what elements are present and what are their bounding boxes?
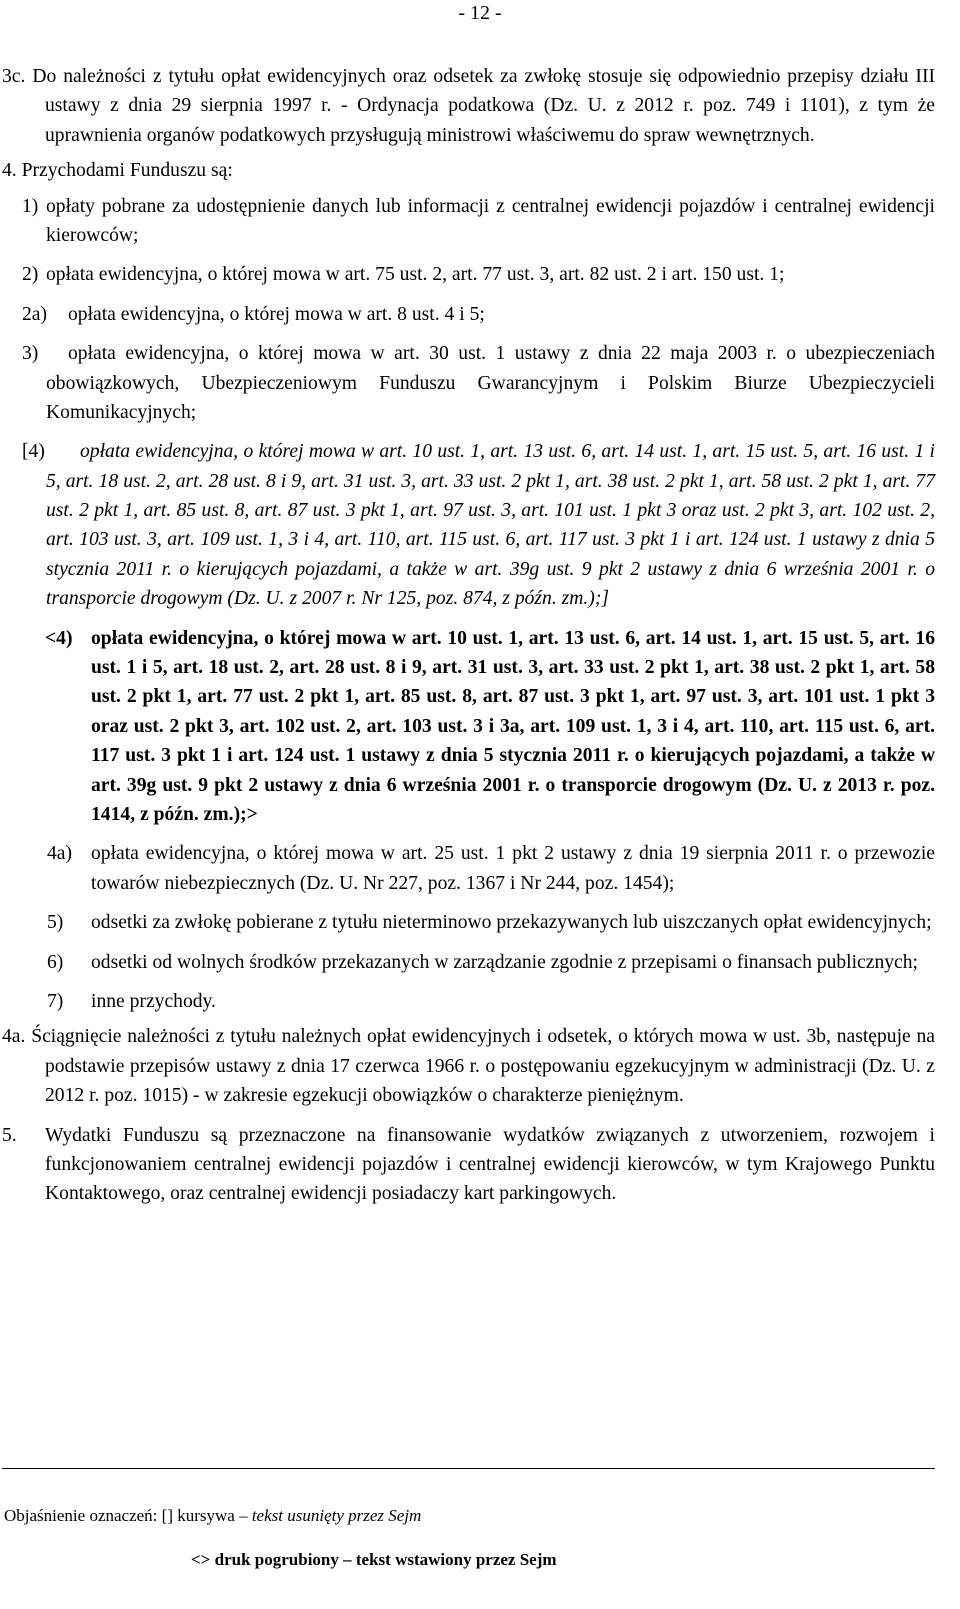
paragraph-4a-text: Ściągnięcie należności z tytułu należnych opłat ewidencyjnych i odsetek, o których mowa w ust. 3b, następuje na podstawie przepisów ustawy z dnia 17 czerwca 1966 r. o postępowaniu egzekucyjnym w administracji (Dz. U. z 2012 r. poz. 1015) - w zakresie egzekucji obowiązków o charakterze pieniężnym. bbox=[31, 1026, 935, 1107]
list-item bbox=[2, 339, 935, 427]
list-item-label: [4) bbox=[22, 441, 45, 463]
list-item-label: 4a) bbox=[47, 843, 73, 865]
list-item-label: 3) bbox=[22, 343, 39, 365]
paragraph-3c-text: Do należności z tytułu opłat ewidencyjnych oraz odsetek za zwłokę stosuje się odpowiednio przepisy działu III ustawy z dnia 29 sierpnia 1997 r. - Ordynacja podatkowa (Dz. U. z 2012 r. poz. 749 i 1101), z tym że uprawnienia organów podatkowych przysługują ministrowi właściwemu do spraw wewnętrznych. bbox=[32, 66, 935, 146]
legend-dash: – bbox=[239, 1506, 248, 1525]
list-item-inserted bbox=[2, 624, 935, 830]
paragraph-4-label: 4. bbox=[2, 160, 17, 182]
paragraph-3c bbox=[2, 62, 935, 150]
list-item-text: opłata ewidencyjna, o której mowa w art. 25 ust. 1 pkt 2 ustawy z dnia 19 sierpnia 2011 r. o przewozie towarów niebezpiecznych (Dz. U. Nr 227, poz. 1367 i Nr 244, poz. 1454); bbox=[91, 843, 935, 894]
footer-divider bbox=[2, 1468, 935, 1469]
paragraph-5 bbox=[2, 1121, 935, 1209]
legend-deleted-text: tekst usunięty przez Sejm bbox=[251, 1506, 422, 1525]
list-item-label: 1) bbox=[22, 195, 39, 217]
paragraph-5-text: Wydatki Funduszu są przeznaczone na finansowanie wydatków związanych z utworzeniem, rozwojem i funkcjonowaniem centralnej ewidencji pojazdów i centralnej ewidencji kierowców, w tym Krajowego Punktu Kontaktowego, oraz centralnej ewidencji posiadaczy kart parkingowych. bbox=[45, 1124, 935, 1205]
legend-intro: Objaśnienie oznaczeń: bbox=[4, 1506, 158, 1525]
revenue-list bbox=[2, 192, 935, 1017]
paragraph-4 bbox=[2, 156, 935, 185]
legend-dash: – bbox=[343, 1550, 352, 1570]
list-item-label: 5) bbox=[47, 912, 64, 934]
list-item-text: odsetki za zwłokę pobierane z tytułu nieterminowo przekazywanych lub uiszczanych opłat ewidencyjnych; bbox=[91, 912, 932, 934]
paragraph-5-label: 5. bbox=[2, 1124, 17, 1146]
legend-deleted-marker: [] kursywa bbox=[161, 1506, 235, 1525]
document-body bbox=[2, 62, 935, 1209]
paragraph-4a-label: 4a. bbox=[2, 1026, 26, 1048]
list-item-text: opłata ewidencyjna, o której mowa w art. 10 ust. 1, art. 13 ust. 6, art. 14 ust. 1, art. 15 ust. 5, art. 16 ust. 1 i 5, art. 18 ust. 2, art. 28 ust. 8 i 9, art. 31 ust. 3, art. 33 ust. 2 pkt 1, art. 38 ust. 2 pkt 1, art. 58 ust. 2 pkt 1, art. 77 ust. 2 pkt 1, art. 85 ust. 8, art. 87 ust. 3 pkt 1, art. 97 ust. 3, art. 101 ust. 1 pkt 3 oraz ust. 2 pkt 3, art. 102 ust. 2, art. 103 ust. 3, art. 109 ust. 1, 3 i 4, art. 110, art. 115 ust. 6, art. 117 ust. 3 pkt 1 i art. 124 ust. 1 ustawy z dnia 5 stycznia 2011 r. o kierujących pojazdami, a także w art. 39g ust. 9 pkt 2 ustawy z dnia 6 września 2001 r. o transporcie drogowym (Dz. U. z 2007 r. Nr 125, poz. 874, z późn. zm.);] bbox=[46, 441, 935, 610]
list-item bbox=[2, 260, 935, 289]
legend-inserted-text: tekst wstawiony przez Sejm bbox=[355, 1550, 557, 1570]
list-item-label: 6) bbox=[47, 951, 64, 973]
list-item-label: 7) bbox=[47, 990, 64, 1012]
list-item-label: <4) bbox=[45, 627, 73, 649]
list-item-label: 2a) bbox=[22, 303, 48, 325]
list-item bbox=[2, 908, 935, 937]
list-item-text: opłata ewidencyjna, o której mowa w art. 10 ust. 1, art. 13 ust. 6, art. 14 ust. 1, art. 15 ust. 5, art. 16 ust. 1 i 5, art. 18 ust. 2, art. 28 ust. 8 i 9, art. 31 ust. 3, art. 33 ust. 2 pkt 1, art. 38 ust. 2 pkt 1, art. 58 ust. 2 pkt 1, art. 77 ust. 2 pkt 1, art. 85 ust. 8, art. 87 ust. 3 pkt 1, art. 97 ust. 3, art. 101 ust. 1 pkt 3 oraz ust. 2 pkt 3, art. 102 ust. 2, art. 103 ust. 3 i 3a, art. 109 ust. 1, 3 i 4, art. 110, art. 115 ust. 6, art. 117 ust. 3 pkt 1 i art. 124 ust. 1 ustawy z dnia 5 stycznia 2011 r. o kierujących pojazdami, a także w art. 39g ust. 9 pkt 2 ustawy z dnia 6 września 2001 r. o transporcie drogowym (Dz. U. z 2013 r. poz. 1414, z późn. zm.);> bbox=[91, 627, 935, 825]
page-number: - 12 - bbox=[458, 2, 502, 24]
list-item bbox=[2, 192, 935, 251]
legend bbox=[4, 1505, 934, 1571]
paragraph-4-text: Przychodami Funduszu są: bbox=[21, 160, 233, 182]
list-item bbox=[2, 987, 935, 1016]
list-item-text: opłata ewidencyjna, o której mowa w art. 75 ust. 2, art. 77 ust. 3, art. 82 ust. 2 i art. 150 ust. 1; bbox=[46, 264, 785, 286]
paragraph-4a bbox=[2, 1022, 935, 1110]
list-item-text: odsetki od wolnych środków przekazanych w zarządzanie zgodnie z przepisami o finansach publicznych; bbox=[91, 951, 918, 973]
list-item bbox=[2, 948, 935, 977]
paragraph-3c-label: 3c. bbox=[2, 66, 26, 87]
legend-inserted-line bbox=[191, 1549, 934, 1571]
legend-inserted-marker: <> druk pogrubiony bbox=[191, 1550, 339, 1570]
list-item-deleted bbox=[2, 437, 935, 613]
list-item-text: opłata ewidencyjna, o której mowa w art. 30 ust. 1 ustawy z dnia 22 maja 2003 r. o ubezpieczeniach obowiązkowych, Ubezpieczeniowym Funduszu Gwarancyjnym i Polskim Biurze Ubezpieczycieli Komunikacyjnych; bbox=[46, 343, 935, 423]
list-item-text: inne przychody. bbox=[91, 990, 216, 1012]
list-item-label: 2) bbox=[22, 264, 39, 286]
list-item-text: opłata ewidencyjna, o której mowa w art. 8 ust. 4 i 5; bbox=[68, 303, 485, 325]
list-item bbox=[2, 300, 935, 329]
legend-deleted-line bbox=[4, 1505, 934, 1527]
list-item bbox=[2, 839, 935, 898]
list-item-text: opłaty pobrane za udostępnienie danych lub informacji z centralnej ewidencji pojazdów i centralnej ewidencji kierowców; bbox=[46, 195, 935, 246]
